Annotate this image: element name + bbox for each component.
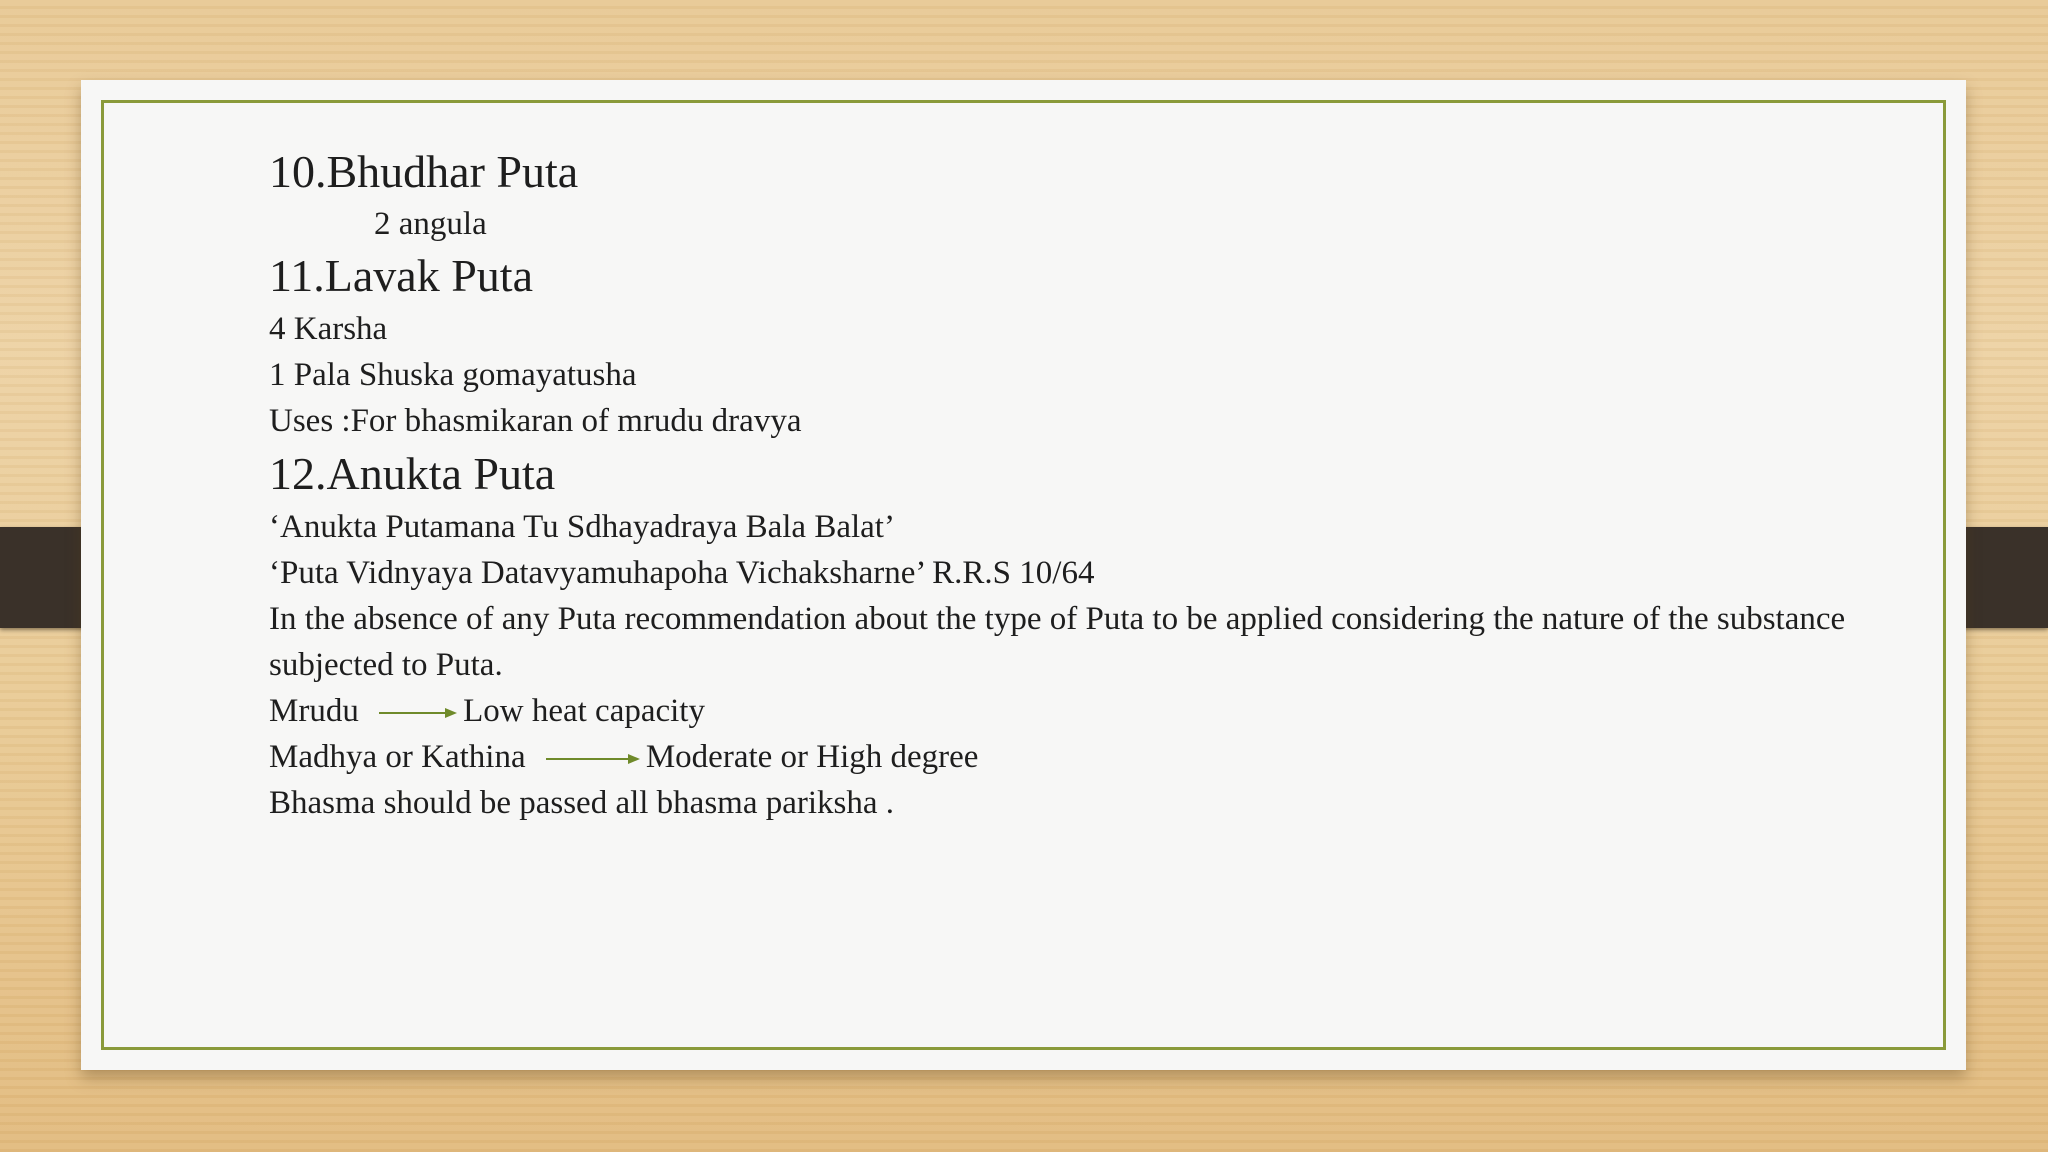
slide-content	[269, 142, 1929, 826]
lavak-puta-uses: Uses :For bhasmikaran of mrudu dravya	[269, 403, 802, 439]
closing-line: Bhasma should be passed all bhasma pariksha .	[269, 785, 895, 821]
right-arrow-icon	[546, 753, 640, 765]
lavak-puta-line: 4 Karsha	[269, 311, 388, 347]
anukta-paragraph: In the absence of any Puta recommendation about the type of Puta to be applied considering the nature of the substance subjected to Puta.	[269, 601, 1846, 683]
arrow-row-from: Madhya or Kathina	[269, 739, 526, 775]
arrow-row-mrudu	[269, 688, 1929, 734]
anukta-quote-2: ‘Puta Vidnyaya Datavyamuhapoha Vichaksharne’ R.R.S 10/64	[269, 555, 1095, 591]
anukta-quote-1: ‘Anukta Putamana Tu Sdhayadraya Bala Balat’	[269, 509, 895, 545]
arrow-row-to: Low heat capacity	[463, 693, 705, 729]
arrow-row-madhya	[269, 734, 1929, 780]
lavak-puta-line: 1 Pala Shuska gomayatusha	[269, 357, 637, 393]
heading-lavak-puta: 11.Lavak Puta	[269, 250, 534, 301]
arrow-row-to: Moderate or High degree	[645, 739, 979, 775]
bhudhar-puta-measure: 2 angula	[374, 206, 487, 242]
heading-anukta-puta: 12.Anukta Puta	[269, 448, 556, 499]
right-arrow-icon	[379, 707, 457, 719]
arrow-row-from: Mrudu	[269, 693, 359, 729]
heading-bhudhar-puta: 10.Bhudhar Puta	[269, 146, 579, 197]
